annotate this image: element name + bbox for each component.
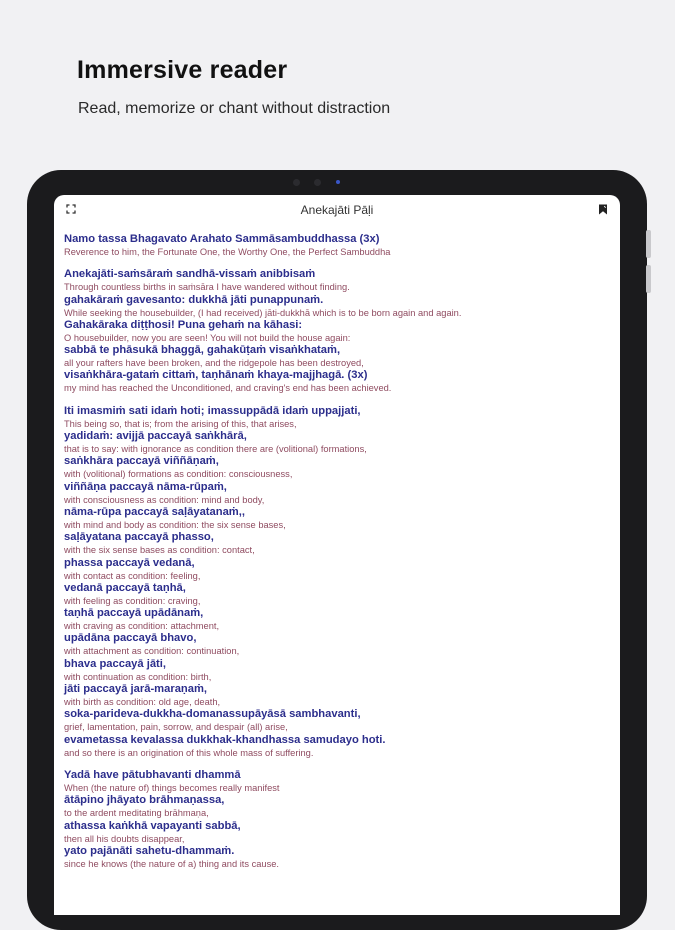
- translation-line: Reverence to him, the Fortunate One, the Worthy One, the Perfect Sambuddha: [64, 247, 391, 257]
- translation-line: and so there is an origination of this whole mass of suffering.: [64, 747, 314, 758]
- translation-line: my mind has reached the Unconditioned, and craving's end has been achieved.: [64, 383, 392, 394]
- translation-line: with mind and body as condition: the six sense bases,: [64, 519, 286, 530]
- reader-title: Anekajāti Pāḷi: [300, 203, 374, 217]
- pali-line: phassa paccayā vedanā,: [64, 556, 195, 569]
- translation-line: with feeling as condition: craving,: [64, 595, 201, 606]
- volume-button: [646, 230, 651, 258]
- camera-indicator: [336, 180, 340, 184]
- camera-dot: [314, 179, 321, 186]
- promo-headline: Immersive reader: [77, 56, 288, 84]
- pali-line: sabbā te phāsukā bhaggā, gahakūṭaṁ visaṅkhataṁ,: [64, 344, 341, 357]
- pali-line: ātāpino jhāyato brāhmaṇassa,: [64, 794, 225, 807]
- translation-line: with (volitional) formations as condition: consciousness,: [64, 469, 293, 480]
- pali-line: saṅkhāra paccayā viññāṇaṁ,: [64, 455, 219, 468]
- camera-dot: [293, 179, 300, 186]
- pali-line: bhava paccayā jāti,: [64, 657, 166, 670]
- translation-line: O housebuilder, now you are seen! You will not build the house again:: [64, 332, 351, 343]
- pali-line: upādāna paccayā bhavo,: [64, 632, 197, 645]
- pali-line: evametassa kevalassa dukkhak-khandhassa samudayo hoti.: [64, 733, 386, 746]
- pali-line: visaṅkhāra-gataṁ cittaṁ, taṇhānaṁ khaya-majjhagā. (3x): [64, 369, 368, 382]
- translation-line: When (the nature of) things becomes really manifest: [64, 782, 280, 793]
- promo-subline: Read, memorize or chant without distraction: [78, 100, 391, 117]
- pali-line: saḷāyatana paccayā phasso,: [64, 531, 214, 544]
- translation-line: that is to say: with ignorance as condition there are (volitional) formations,: [64, 444, 367, 455]
- bookmark-icon[interactable]: [598, 204, 608, 215]
- translation-line: all your rafters have been broken, and the ridgepole has been destroyed,: [64, 358, 364, 369]
- pali-line: soka-parideva-dukkha-domanassupāyāsā sambhavanti,: [64, 708, 361, 721]
- pali-line: vedanā paccayā taṇhā,: [64, 581, 186, 594]
- translation-line: with continuation as condition: birth,: [64, 671, 212, 682]
- stanza: [64, 233, 610, 258]
- pali-line: nāma-rūpa paccayā saḷāyatanaṁ,,: [64, 505, 245, 518]
- translation-line: with craving as condition: attachment,: [64, 621, 220, 632]
- translation-line: with consciousness as condition: mind and body,: [64, 494, 265, 505]
- pali-line: Namo tassa Bhagavato Arahato Sammāsambuddhassa (3x): [64, 233, 380, 245]
- translation-line: to the ardent meditating brāhmaṇa,: [64, 808, 209, 819]
- pali-line: taṇhā paccayā upādānaṁ,: [64, 607, 204, 620]
- pali-line: yadidaṁ: avijjā paccayā saṅkhārā,: [64, 430, 247, 443]
- stanza: [64, 769, 610, 870]
- pali-line: Yadā have pātubhavanti dhammā: [64, 768, 241, 781]
- translation-line: with the six sense bases as condition: contact,: [64, 545, 255, 556]
- translation-line: with contact as condition: feeling,: [64, 570, 201, 581]
- translation-line: While seeking the housebuilder, (I had received) jāti-dukkhā which is to be born again and again.: [64, 307, 462, 318]
- translation-line: since he knows (the nature of a) thing and its cause.: [64, 858, 279, 869]
- reader-toolbar: [54, 195, 620, 225]
- pali-line: viññāṇa paccayā nāma-rūpaṁ,: [64, 480, 227, 493]
- pali-line: jāti paccayā jarā-maraṇaṁ,: [64, 683, 208, 696]
- translation-line: with attachment as condition: continuation,: [64, 646, 240, 657]
- pali-line: yato pajānāti sahetu-dhammaṁ.: [64, 844, 235, 857]
- pali-line: gahakāraṁ gavesanto: dukkhā jāti punappunaṁ.: [64, 293, 324, 306]
- reader-content: [54, 225, 620, 870]
- translation-line: with birth as condition: old age, death,: [64, 697, 221, 708]
- stanza: [64, 405, 610, 759]
- pali-line: Anekajāti-saṁsāraṁ sandhā-vissaṁ anibbisaṁ: [64, 268, 316, 281]
- reader-screen: [54, 195, 620, 915]
- volume-button: [646, 265, 651, 293]
- pali-line: Iti imasmiṁ sati idaṁ hoti; imassuppādā idaṁ uppajjati,: [64, 404, 361, 417]
- pali-line: athassa kaṅkhā vapayanti sabbā,: [64, 819, 241, 832]
- translation-line: grief, lamentation, pain, sorrow, and despair (all) arise,: [64, 722, 288, 733]
- translation-line: This being so, that is; from the arising of this, that arises,: [64, 418, 297, 429]
- translation-line: Through countless births in saṁsāra I have wandered without finding.: [64, 282, 350, 293]
- translation-line: then all his doubts disappear,: [64, 833, 185, 844]
- pali-line: Gahakāraka diṭṭhosi! Puna gehaṁ na kāhasi:: [64, 318, 303, 331]
- stanza: [64, 268, 610, 394]
